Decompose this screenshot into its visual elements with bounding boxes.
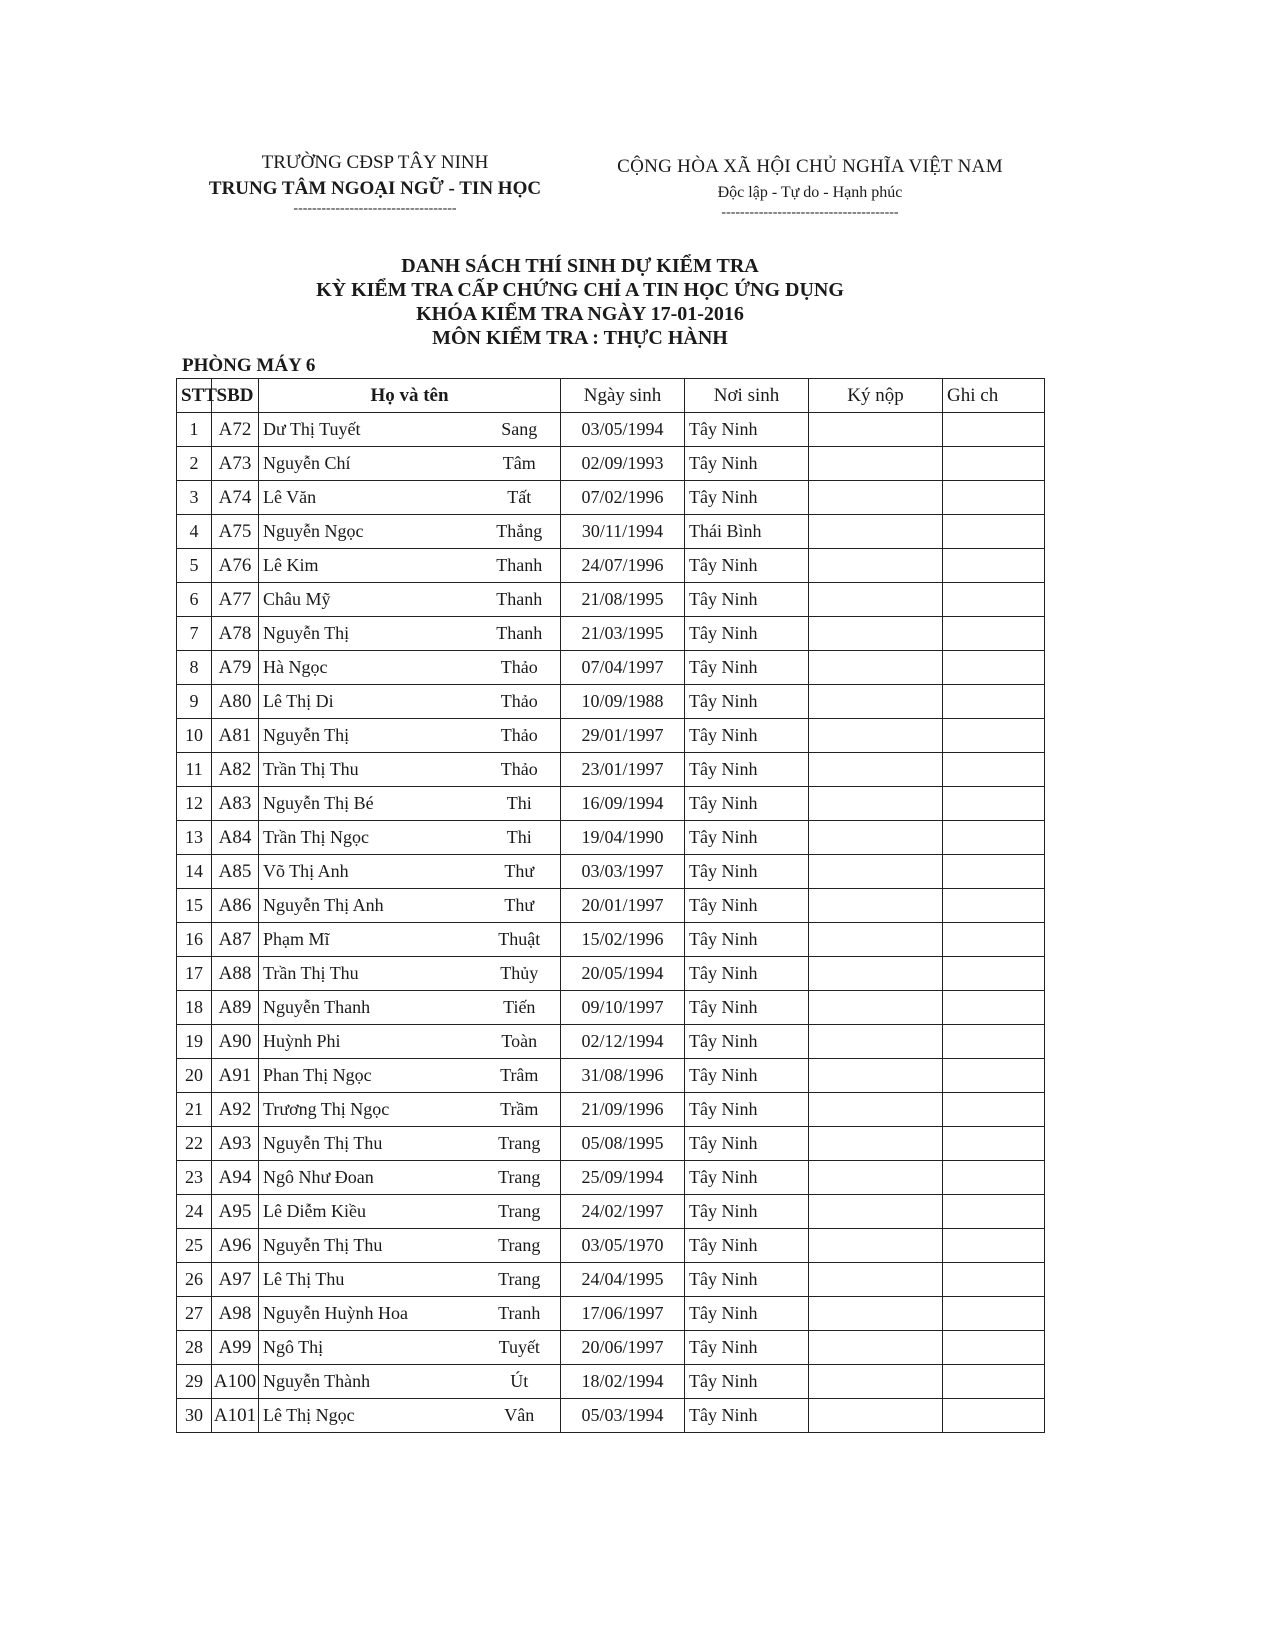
cell-dob: 16/09/1994 [561, 787, 685, 821]
cell-pob: Tây Ninh [685, 855, 809, 889]
cell-signature [809, 1161, 943, 1195]
cell-sbd: A86 [212, 889, 259, 923]
table-row [177, 1059, 1045, 1093]
cell-first-name: Tất [479, 481, 561, 515]
cell-last-name: Nguyễn Huỳnh Hoa [259, 1297, 479, 1331]
cell-sbd: A72 [212, 413, 259, 447]
table-row [177, 1127, 1045, 1161]
table-row [177, 753, 1045, 787]
cell-dob: 24/04/1995 [561, 1263, 685, 1297]
cell-signature [809, 889, 943, 923]
table-row [177, 1093, 1045, 1127]
cell-last-name: Dư Thị Tuyết [259, 413, 479, 447]
room-label: PHÒNG MÁY 6 [182, 355, 316, 376]
cell-last-name: Châu Mỹ [259, 583, 479, 617]
cell-pob: Tây Ninh [685, 481, 809, 515]
cell-pob: Tây Ninh [685, 1025, 809, 1059]
cell-signature [809, 447, 943, 481]
cell-dob: 02/12/1994 [561, 1025, 685, 1059]
cell-pob: Tây Ninh [685, 1161, 809, 1195]
cell-sbd: A89 [212, 991, 259, 1025]
cell-last-name: Trần Thị Thu [259, 753, 479, 787]
table-row [177, 1161, 1045, 1195]
cell-signature [809, 1263, 943, 1297]
document-title [240, 254, 920, 350]
cell-last-name: Nguyễn Thị Thu [259, 1127, 479, 1161]
cell-signature [809, 1195, 943, 1229]
cell-signature [809, 821, 943, 855]
cell-first-name: Vân [479, 1399, 561, 1433]
cell-stt: 15 [177, 889, 212, 923]
cell-signature [809, 1025, 943, 1059]
cell-pob: Tây Ninh [685, 617, 809, 651]
table-row [177, 481, 1045, 515]
cell-note [943, 957, 1045, 991]
cell-note [943, 719, 1045, 753]
cell-note [943, 515, 1045, 549]
cell-dob: 07/04/1997 [561, 651, 685, 685]
cell-pob: Tây Ninh [685, 447, 809, 481]
cell-sbd: A85 [212, 855, 259, 889]
cell-stt: 21 [177, 1093, 212, 1127]
cell-stt: 20 [177, 1059, 212, 1093]
cell-note [943, 685, 1045, 719]
cell-dob: 30/11/1994 [561, 515, 685, 549]
cell-stt: 5 [177, 549, 212, 583]
cell-signature [809, 617, 943, 651]
table-row [177, 651, 1045, 685]
cell-pob: Tây Ninh [685, 1263, 809, 1297]
cell-first-name: Thư [479, 889, 561, 923]
cell-pob: Thái Bình [685, 515, 809, 549]
cell-first-name: Thảo [479, 685, 561, 719]
cell-note [943, 1399, 1045, 1433]
cell-note [943, 617, 1045, 651]
cell-note [943, 821, 1045, 855]
cell-last-name: Nguyễn Thị [259, 617, 479, 651]
cell-sbd: A96 [212, 1229, 259, 1263]
cell-stt: 28 [177, 1331, 212, 1365]
cell-pob: Tây Ninh [685, 1093, 809, 1127]
cell-sbd: A73 [212, 447, 259, 481]
cell-signature [809, 957, 943, 991]
table-row [177, 1297, 1045, 1331]
cell-signature [809, 1229, 943, 1263]
cell-pob: Tây Ninh [685, 719, 809, 753]
col-header-note: Ghi ch [943, 379, 1045, 413]
cell-sbd: A98 [212, 1297, 259, 1331]
cell-first-name: Thảo [479, 719, 561, 753]
cell-first-name: Thảo [479, 651, 561, 685]
cell-last-name: Lê Diễm Kiều [259, 1195, 479, 1229]
cell-last-name: Lê Thị Ngọc [259, 1399, 479, 1433]
table-row [177, 991, 1045, 1025]
cell-first-name: Trang [479, 1229, 561, 1263]
table-row [177, 447, 1045, 481]
cell-dob: 09/10/1997 [561, 991, 685, 1025]
cell-dob: 25/09/1994 [561, 1161, 685, 1195]
left-divider: ----------------------------------- [293, 201, 457, 216]
table-row [177, 787, 1045, 821]
header-left [190, 150, 560, 216]
cell-signature [809, 1093, 943, 1127]
cell-dob: 10/09/1988 [561, 685, 685, 719]
cell-note [943, 1093, 1045, 1127]
cell-stt: 1 [177, 413, 212, 447]
cell-first-name: Tâm [479, 447, 561, 481]
cell-first-name: Thảo [479, 753, 561, 787]
cell-last-name: Ngô Như Đoan [259, 1161, 479, 1195]
cell-pob: Tây Ninh [685, 923, 809, 957]
cell-stt: 24 [177, 1195, 212, 1229]
cell-last-name: Lê Văn [259, 481, 479, 515]
cell-stt: 26 [177, 1263, 212, 1297]
cell-signature [809, 855, 943, 889]
cell-dob: 24/07/1996 [561, 549, 685, 583]
cell-dob: 02/09/1993 [561, 447, 685, 481]
cell-last-name: Hà Ngọc [259, 651, 479, 685]
cell-sbd: A91 [212, 1059, 259, 1093]
cell-note [943, 1297, 1045, 1331]
cell-first-name: Thi [479, 787, 561, 821]
col-header-stt: STT [177, 379, 212, 413]
cell-last-name: Trần Thị Thu [259, 957, 479, 991]
cell-first-name: Trầm [479, 1093, 561, 1127]
cell-note [943, 991, 1045, 1025]
cell-first-name: Tuyết [479, 1331, 561, 1365]
cell-dob: 05/03/1994 [561, 1399, 685, 1433]
cell-signature [809, 1399, 943, 1433]
cell-first-name: Toàn [479, 1025, 561, 1059]
cell-stt: 8 [177, 651, 212, 685]
cell-note [943, 1229, 1045, 1263]
cell-stt: 2 [177, 447, 212, 481]
cell-note [943, 787, 1045, 821]
cell-signature [809, 1331, 943, 1365]
cell-dob: 05/08/1995 [561, 1127, 685, 1161]
cell-note [943, 1263, 1045, 1297]
col-header-sbd: SBD [212, 379, 259, 413]
cell-stt: 9 [177, 685, 212, 719]
cell-dob: 07/02/1996 [561, 481, 685, 515]
cell-last-name: Nguyễn Thị Bé [259, 787, 479, 821]
table-row [177, 1331, 1045, 1365]
center-name: TRUNG TÂM NGOẠI NGỮ - TIN HỌC [208, 178, 542, 199]
cell-last-name: Phan Thị Ngọc [259, 1059, 479, 1093]
cell-note [943, 923, 1045, 957]
cell-last-name: Ngô Thị [259, 1331, 479, 1365]
cell-dob: 15/02/1996 [561, 923, 685, 957]
table-row [177, 889, 1045, 923]
cell-note [943, 1025, 1045, 1059]
cell-note [943, 1127, 1045, 1161]
cell-first-name: Thuật [479, 923, 561, 957]
cell-stt: 12 [177, 787, 212, 821]
header-right [600, 154, 1020, 220]
cell-sbd: A84 [212, 821, 259, 855]
cell-dob: 20/06/1997 [561, 1331, 685, 1365]
cell-stt: 17 [177, 957, 212, 991]
cell-dob: 24/02/1997 [561, 1195, 685, 1229]
cell-pob: Tây Ninh [685, 1331, 809, 1365]
cell-dob: 20/01/1997 [561, 889, 685, 923]
cell-signature [809, 923, 943, 957]
col-header-sign: Ký nộp [809, 379, 943, 413]
cell-dob: 29/01/1997 [561, 719, 685, 753]
cell-note [943, 855, 1045, 889]
cell-sbd: A76 [212, 549, 259, 583]
cell-note [943, 1059, 1045, 1093]
cell-first-name: Thanh [479, 549, 561, 583]
cell-note [943, 1331, 1045, 1365]
title-line-2: KỲ KIỂM TRA CẤP CHỨNG CHỈ A TIN HỌC ỨNG DỤNG [316, 279, 844, 301]
cell-sbd: A74 [212, 481, 259, 515]
school-name: TRƯỜNG CĐSP TÂY NINH [261, 152, 489, 173]
cell-stt: 13 [177, 821, 212, 855]
cell-dob: 31/08/1996 [561, 1059, 685, 1093]
cell-signature [809, 1059, 943, 1093]
cell-last-name: Võ Thị Anh [259, 855, 479, 889]
cell-stt: 29 [177, 1365, 212, 1399]
cell-sbd: A80 [212, 685, 259, 719]
cell-last-name: Nguyễn Thị Thu [259, 1229, 479, 1263]
title-line-1: DANH SÁCH THÍ SINH DỰ KIỂM TRA [401, 255, 759, 277]
table-row [177, 617, 1045, 651]
cell-sbd: A88 [212, 957, 259, 991]
cell-dob: 19/04/1990 [561, 821, 685, 855]
cell-first-name: Sang [479, 413, 561, 447]
cell-stt: 19 [177, 1025, 212, 1059]
cell-stt: 4 [177, 515, 212, 549]
cell-stt: 16 [177, 923, 212, 957]
cell-first-name: Trang [479, 1127, 561, 1161]
cell-signature [809, 1127, 943, 1161]
cell-signature [809, 1365, 943, 1399]
cell-sbd: A90 [212, 1025, 259, 1059]
cell-note [943, 481, 1045, 515]
cell-note [943, 413, 1045, 447]
cell-last-name: Lê Kim [259, 549, 479, 583]
table-row [177, 1229, 1045, 1263]
cell-dob: 21/08/1995 [561, 583, 685, 617]
cell-last-name: Nguyễn Thị Anh [259, 889, 479, 923]
cell-pob: Tây Ninh [685, 583, 809, 617]
cell-stt: 10 [177, 719, 212, 753]
cell-first-name: Trang [479, 1161, 561, 1195]
cell-last-name: Nguyễn Chí [259, 447, 479, 481]
cell-first-name: Thi [479, 821, 561, 855]
cell-pob: Tây Ninh [685, 1059, 809, 1093]
cell-first-name: Thắng [479, 515, 561, 549]
cell-last-name: Phạm Mĩ [259, 923, 479, 957]
cell-stt: 27 [177, 1297, 212, 1331]
title-line-4: MÔN KIỂM TRA : THỰC HÀNH [432, 327, 728, 349]
cell-first-name: Thanh [479, 617, 561, 651]
cell-first-name: Trang [479, 1263, 561, 1297]
cell-last-name: Trương Thị Ngọc [259, 1093, 479, 1127]
cell-sbd: A79 [212, 651, 259, 685]
cell-signature [809, 583, 943, 617]
cell-pob: Tây Ninh [685, 685, 809, 719]
cell-first-name: Út [479, 1365, 561, 1399]
cell-dob: 18/02/1994 [561, 1365, 685, 1399]
cell-dob: 21/09/1996 [561, 1093, 685, 1127]
table-row [177, 413, 1045, 447]
cell-stt: 22 [177, 1127, 212, 1161]
nation-motto: Độc lập - Tự do - Hạnh phúc [717, 184, 903, 201]
cell-sbd: A83 [212, 787, 259, 821]
cell-dob: 03/05/1994 [561, 413, 685, 447]
cell-sbd: A95 [212, 1195, 259, 1229]
cell-stt: 3 [177, 481, 212, 515]
cell-pob: Tây Ninh [685, 1195, 809, 1229]
cell-sbd: A81 [212, 719, 259, 753]
cell-pob: Tây Ninh [685, 991, 809, 1025]
cell-signature [809, 787, 943, 821]
cell-pob: Tây Ninh [685, 889, 809, 923]
cell-sbd: A93 [212, 1127, 259, 1161]
cell-stt: 6 [177, 583, 212, 617]
cell-note [943, 651, 1045, 685]
cell-dob: 03/03/1997 [561, 855, 685, 889]
cell-signature [809, 1297, 943, 1331]
cell-pob: Tây Ninh [685, 821, 809, 855]
table-row [177, 583, 1045, 617]
cell-first-name: Thư [479, 855, 561, 889]
cell-signature [809, 481, 943, 515]
table-row [177, 1263, 1045, 1297]
cell-note [943, 549, 1045, 583]
cell-note [943, 1195, 1045, 1229]
cell-pob: Tây Ninh [685, 1399, 809, 1433]
cell-first-name: Thanh [479, 583, 561, 617]
cell-last-name: Lê Thị Di [259, 685, 479, 719]
cell-sbd: A94 [212, 1161, 259, 1195]
cell-signature [809, 991, 943, 1025]
cell-note [943, 583, 1045, 617]
cell-pob: Tây Ninh [685, 787, 809, 821]
cell-last-name: Nguyễn Thanh [259, 991, 479, 1025]
cell-first-name: Trang [479, 1195, 561, 1229]
cell-stt: 18 [177, 991, 212, 1025]
cell-signature [809, 685, 943, 719]
cell-pob: Tây Ninh [685, 651, 809, 685]
cell-pob: Tây Ninh [685, 1127, 809, 1161]
col-header-pob: Nơi sinh [685, 379, 809, 413]
col-header-dob: Ngày sinh [561, 379, 685, 413]
cell-last-name: Nguyễn Ngọc [259, 515, 479, 549]
cell-last-name: Lê Thị Thu [259, 1263, 479, 1297]
cell-note [943, 889, 1045, 923]
table-row [177, 1195, 1045, 1229]
cell-first-name: Thủy [479, 957, 561, 991]
cell-dob: 17/06/1997 [561, 1297, 685, 1331]
cell-note [943, 1365, 1045, 1399]
cell-pob: Tây Ninh [685, 413, 809, 447]
cell-sbd: A77 [212, 583, 259, 617]
cell-signature [809, 549, 943, 583]
cell-stt: 7 [177, 617, 212, 651]
cell-last-name: Nguyễn Thành [259, 1365, 479, 1399]
cell-sbd: A82 [212, 753, 259, 787]
table-row [177, 1399, 1045, 1433]
cell-sbd: A100 [212, 1365, 259, 1399]
nation-name: CỘNG HÒA XÃ HỘI CHỦ NGHĨA VIỆT NAM [617, 156, 1003, 177]
table-header-row [177, 379, 1045, 413]
cell-dob: 03/05/1970 [561, 1229, 685, 1263]
cell-pob: Tây Ninh [685, 1229, 809, 1263]
table-row [177, 821, 1045, 855]
cell-last-name: Trần Thị Ngọc [259, 821, 479, 855]
cell-signature [809, 753, 943, 787]
table-row [177, 685, 1045, 719]
cell-pob: Tây Ninh [685, 1365, 809, 1399]
table-row [177, 923, 1045, 957]
cell-first-name: Tiến [479, 991, 561, 1025]
cell-stt: 14 [177, 855, 212, 889]
cell-sbd: A75 [212, 515, 259, 549]
table-row [177, 719, 1045, 753]
cell-stt: 23 [177, 1161, 212, 1195]
cell-sbd: A78 [212, 617, 259, 651]
cell-sbd: A92 [212, 1093, 259, 1127]
cell-signature [809, 719, 943, 753]
cell-sbd: A101 [212, 1399, 259, 1433]
cell-dob: 21/03/1995 [561, 617, 685, 651]
cell-note [943, 753, 1045, 787]
cell-pob: Tây Ninh [685, 753, 809, 787]
cell-dob: 23/01/1997 [561, 753, 685, 787]
table-row [177, 1025, 1045, 1059]
candidate-table [176, 378, 1045, 1433]
cell-first-name: Trâm [479, 1059, 561, 1093]
right-divider: -------------------------------------- [721, 205, 899, 220]
cell-stt: 30 [177, 1399, 212, 1433]
title-line-3: KHÓA KIỂM TRA NGÀY 17-01-2016 [416, 303, 744, 325]
cell-dob: 20/05/1994 [561, 957, 685, 991]
cell-stt: 25 [177, 1229, 212, 1263]
cell-stt: 11 [177, 753, 212, 787]
cell-signature [809, 651, 943, 685]
cell-sbd: A97 [212, 1263, 259, 1297]
cell-signature [809, 413, 943, 447]
cell-sbd: A99 [212, 1331, 259, 1365]
cell-last-name: Huỳnh Phi [259, 1025, 479, 1059]
cell-last-name: Nguyễn Thị [259, 719, 479, 753]
cell-pob: Tây Ninh [685, 1297, 809, 1331]
cell-sbd: A87 [212, 923, 259, 957]
table-row [177, 515, 1045, 549]
table-row [177, 957, 1045, 991]
cell-signature [809, 515, 943, 549]
table-row [177, 855, 1045, 889]
cell-first-name: Tranh [479, 1297, 561, 1331]
table-row [177, 1365, 1045, 1399]
cell-note [943, 447, 1045, 481]
cell-pob: Tây Ninh [685, 957, 809, 991]
cell-pob: Tây Ninh [685, 549, 809, 583]
table-row [177, 549, 1045, 583]
cell-note [943, 1161, 1045, 1195]
table-body [177, 413, 1045, 1433]
col-header-name: Họ và tên [259, 379, 561, 413]
